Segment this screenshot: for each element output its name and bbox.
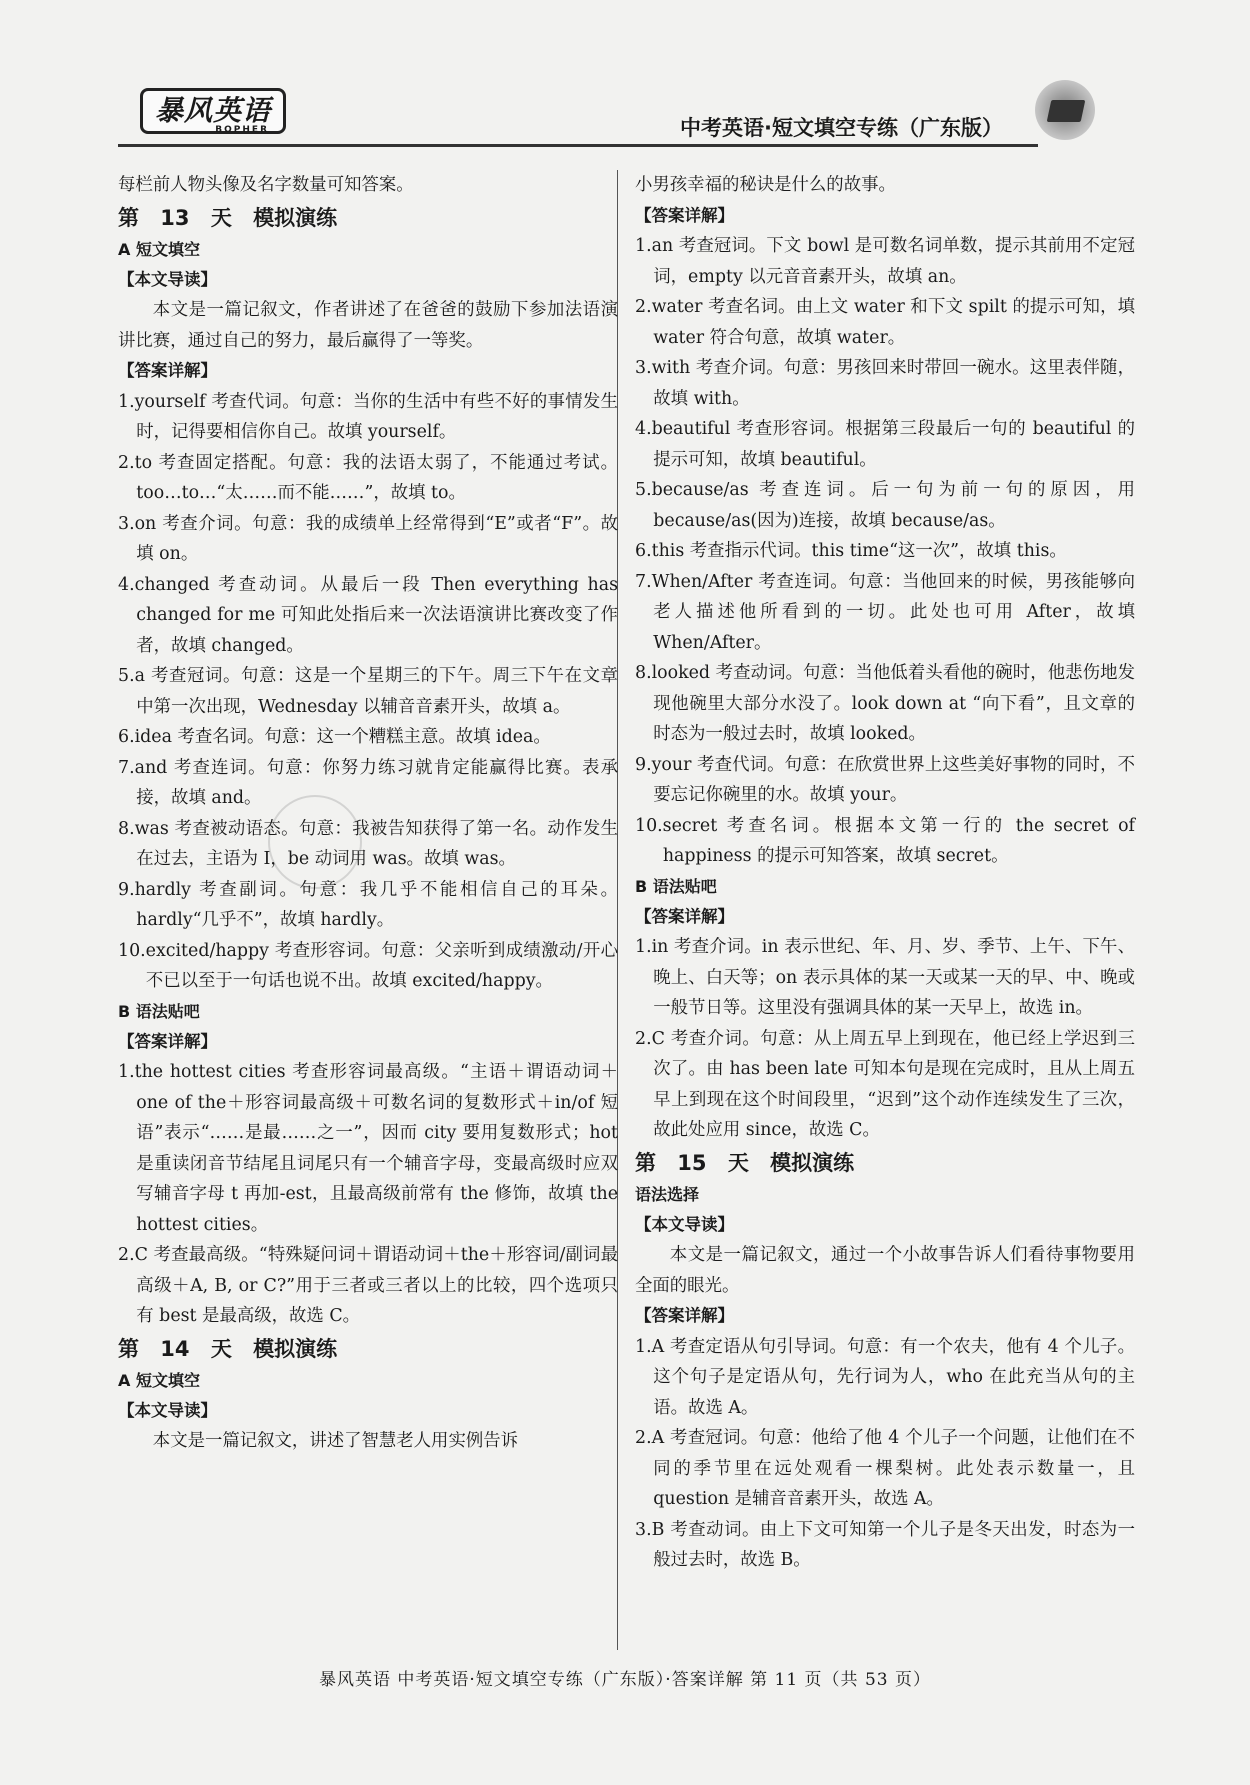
day15-section: 语法选择 bbox=[635, 1184, 700, 1204]
day15-title: 第 15 天 模拟演练 bbox=[635, 1150, 855, 1175]
list-item: 2.A 考查冠词。句意：他给了他 4 个儿子一个问题，让他们在不同的季节里在远处观看一棵梨树。此处表示数量一，且 question 是辅音音素开头，故选 A。 bbox=[635, 1428, 1135, 1509]
day15-guide: 本文是一篇记叙文，通过一个小故事告诉人们看待事物要用全面的眼光。 bbox=[635, 1245, 1135, 1296]
day14-title: 第 14 天 模拟演练 bbox=[118, 1336, 338, 1361]
list-item: 5.a 考查冠词。句意：这是一个星期三的下午。周三下午在文章中第一次出现，Wednesday 以辅音音素开头，故填 a。 bbox=[118, 666, 618, 717]
list-item: 4.beautiful 考查形容词。根据第三段最后一句的 beautiful 的提示可知，故填 beautiful。 bbox=[635, 419, 1135, 470]
day13-answer-tag: 【答案详解】 bbox=[118, 361, 217, 380]
list-item: 1.A 考查定语从句引导词。句意：有一个农夫，他有 4 个儿子。这个句子是定语从句，先行词为人，who 在此充当从句的主语。故选 A。 bbox=[635, 1336, 1135, 1418]
day14-answer-tag: 【答案详解】 bbox=[635, 205, 734, 225]
day15-answer-tag: 【答案详解】 bbox=[635, 1306, 734, 1325]
list-item: 8.looked 考查动词。句意：当他低着头看他的碗时，他悲伤地发现他碗里大部分水没了。look down at “向下看”，且文章的时态为一般过去时，故填 looked。 bbox=[635, 663, 1135, 744]
list-item: 3.with 考查介词。句意：男孩回来时带回一碗水。这里表伴随，故填 with。 bbox=[635, 358, 1135, 409]
list-item: 1.an 考查冠词。下文 bowl 是可数名词单数，提示其前用不定冠词，empty 以元音音素开头，故填 an。 bbox=[635, 236, 1135, 287]
day13-section-b: B 语法贴吧 bbox=[118, 1001, 200, 1021]
day13-section-a: A 短文填空 bbox=[118, 239, 200, 259]
book-icon bbox=[1035, 80, 1095, 140]
day13-guide-tag: 【本文导读】 bbox=[118, 269, 217, 289]
list-item: 4.changed 考查动词。从最后一段 Then everything has changed for me 可知此处指后来一次法语演讲比赛改变了作者，故填 changed。 bbox=[118, 574, 618, 656]
day14-guide-tag: 【本文导读】 bbox=[118, 1400, 217, 1420]
list-item: 8.was 考查被动语态。句意：我被告知获得了第一名。动作发生在过去，主语为 I，be 动词用 was。故填 was。 bbox=[118, 818, 618, 869]
day14-guide: 本文是一篇记叙文，讲述了智慧老人用实例告诉 bbox=[152, 1431, 519, 1451]
header-rule bbox=[118, 144, 1038, 147]
list-item: 1.yourself 考查代词。句意：当你的生活中有些不好的事情发生时，记得要相信你自己。故填 yourself。 bbox=[118, 391, 618, 442]
list-item: 2.C 考查最高级。“特殊疑问词＋谓语动词＋the＋形容词/副词最高级＋A, B, or C?”用于三者或三者以上的比较，四个选项只有 best 是最高级，故选 C。 bbox=[118, 1245, 618, 1326]
list-item: 2.water 考查名词。由上文 water 和下文 spilt 的提示可知，填 water 符合句意，故填 water。 bbox=[635, 297, 1135, 348]
day14-section-a: A 短文填空 bbox=[118, 1370, 200, 1390]
day13-guide: 本文是一篇记叙文，作者讲述了在爸爸的鼓励下参加法语演讲比赛，通过自己的努力，最后赢得了一等奖。 bbox=[118, 300, 618, 351]
list-item: 10.secret 考查名词。根据本文第一行的 the secret of happiness 的提示可知答案，故填 secret。 bbox=[635, 815, 1135, 866]
day14-guide-tail: 小男孩幸福的秘诀是什么的故事。 bbox=[635, 175, 896, 195]
list-item: 2.to 考查固定搭配。句意：我的法语太弱了，不能通过考试。too…to…“太……而不能……”，故填 to。 bbox=[118, 452, 618, 503]
list-item: 9.hardly 考查副词。句意：我几乎不能相信自己的耳朵。hardly“几乎不”，故填 hardly。 bbox=[118, 879, 618, 930]
intro-tail: 每栏前人物头像及名字数量可知答案。 bbox=[118, 175, 414, 195]
day13-title: 第 13 天 模拟演练 bbox=[118, 205, 338, 230]
day14-answer-tag-b: 【答案详解】 bbox=[635, 906, 734, 926]
right-column bbox=[635, 170, 1135, 1576]
page-footer: 暴风英语 中考英语·短文填空专练（广东版）·答案详解 第 11 页（共 53 页） bbox=[319, 1670, 931, 1690]
list-item: 1.in 考查介词。in 表示世纪、年、月、岁、季节、上午、下午、晚上、白天等；on 表示具体的某一天或某一天的早、中、晚或一般节日等。这里没有强调具体的某一天早上，故选 in。 bbox=[635, 937, 1135, 1018]
list-item: 7.and 考查连词。句意：你努力练习就肯定能赢得比赛。表承接，故填 and。 bbox=[118, 757, 618, 808]
list-item: 1.the hottest cities 考查形容词最高级。“主语＋谓语动词＋one of the＋形容词最高级＋可数名词的复数形式＋in/of 短语”表示“……是最……之一”，因而 city 要用复数形式；hot 是重读闭音节结尾且词尾只有一个辅音字母，变最高级时应双写辅音字母 t 再加-est，且最高级前常有 the 修饰，故填 the hottest cities。 bbox=[118, 1062, 618, 1235]
list-item: 3.B 考查动词。由上下文可知第一个儿子是冬天出发，时态为一般过去时，故选 B。 bbox=[635, 1519, 1135, 1570]
left-column bbox=[118, 170, 618, 1457]
list-item: 7.When/After 考查连词。句意：当他回来的时候，男孩能够向老人描述他所看到的一切。此处也可用 After，故填 When/After。 bbox=[635, 571, 1135, 653]
list-item: 2.C 考查介词。句意：从上周五早上到现在，他已经上学迟到三次了。由 has been late 可知本句是现在完成时，且从上周五早上到现在这个时间段里，“迟到”这个动作连续发生了三次，故此处应用 since，故选 C。 bbox=[635, 1028, 1135, 1140]
header-title: 中考英语·短文填空专练（广东版） bbox=[680, 116, 1003, 140]
list-item: 6.this 考查指示代词。this time“这一次”，故填 this。 bbox=[635, 541, 1067, 561]
day13-answer-tag-b: 【答案详解】 bbox=[118, 1031, 217, 1051]
day15-guide-tag: 【本文导读】 bbox=[635, 1214, 734, 1234]
day14-section-b: B 语法贴吧 bbox=[635, 876, 717, 896]
logo-sub: BOPHER bbox=[215, 125, 269, 135]
list-item: 5.because/as 考查连词。后一句为前一句的原因，用 because/as(因为)连接，故填 because/as。 bbox=[635, 480, 1135, 531]
list-item: 10.excited/happy 考查形容词。句意：父亲听到成绩激动/开心不已以至于一句话也说不出。故填 excited/happy。 bbox=[118, 940, 618, 991]
logo-text: 暴风英语 bbox=[154, 94, 271, 127]
brand-logo bbox=[140, 88, 286, 134]
list-item: 9.your 考查代词。句意：在欣赏世界上这些美好事物的同时，不要忘记你碗里的水。故填 your。 bbox=[635, 754, 1135, 805]
list-item: 3.on 考查介词。句意：我的成绩单上经常得到“E”或者“F”。故填 on。 bbox=[118, 513, 618, 564]
list-item: 6.idea 考查名词。句意：这一个糟糕主意。故填 idea。 bbox=[118, 727, 551, 747]
